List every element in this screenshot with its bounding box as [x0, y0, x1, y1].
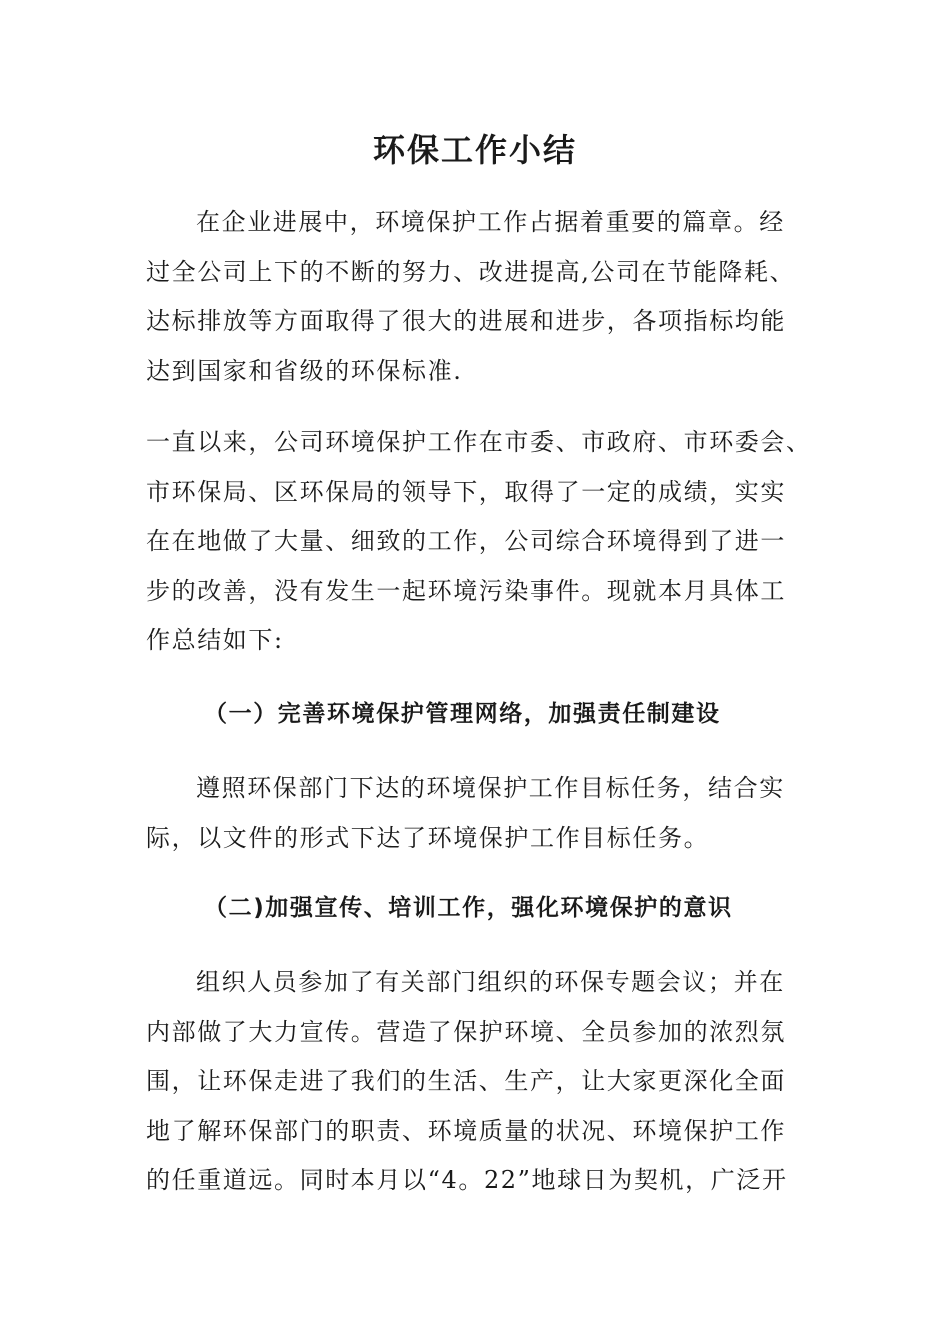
paragraph-line: 的任重道远。同时本月以“4。22”地球日为契机，广泛开 [146, 1166, 788, 1194]
paragraph-section-1 [146, 764, 811, 863]
paragraph-line: 地了解环保部门的职责、环境质量的状况、环境保护工作 [146, 1116, 786, 1145]
paragraph-line: 在企业进展中，环境保护工作占据着重要的篇章。经 [196, 208, 785, 236]
paragraph-background [146, 418, 811, 666]
paragraph-line: 一直以来，公司环境保护工作在市委、市政府、市环委会、 [146, 428, 812, 456]
paragraph-line: 达到国家和省级的环保标准. [146, 356, 463, 385]
paragraph-line: 际，以文件的形式下达了环境保护工作目标任务。 [146, 823, 710, 852]
paragraph-line: 围，让环保走进了我们的生活、生产，让大家更深化全面 [146, 1067, 786, 1095]
paragraph-line: 内部做了大力宣传。营造了保护环境、全员参加的浓烈氛 [146, 1017, 786, 1046]
document-title: 环保工作小结 [372, 131, 577, 169]
paragraph-line: 遵照环保部门下达的环境保护工作目标任务，结合实 [196, 774, 785, 802]
section-heading-2: （二)加强宣传、培训工作，强化环境保护的意识 [204, 895, 733, 921]
paragraph-line: 在在地做了大量、细致的工作，公司综合环境得到了进一 [146, 527, 786, 555]
paragraph-line: 达标排放等方面取得了很大的进展和进步，各项指标均能 [146, 307, 786, 335]
paragraph-line: 市环保局、区环保局的领导下，取得了一定的成绩，实实 [146, 477, 786, 506]
paragraph-line: 作总结如下: [146, 626, 284, 654]
section-heading-1: （一）完善环境保护管理网络，加强责任制建设 [204, 701, 721, 727]
paragraph-section-2 [146, 958, 811, 1206]
paragraph-line: 步的改善，没有发生一起环境污染事件。现就本月具体工 [146, 576, 786, 605]
paragraph-intro [146, 198, 811, 396]
paragraph-line: 组织人员参加了有关部门组织的环保专题会议；并在 [196, 968, 785, 996]
paragraph-line: 过全公司上下的不断的努力、改进提高,公司在节能降耗、 [146, 257, 796, 286]
